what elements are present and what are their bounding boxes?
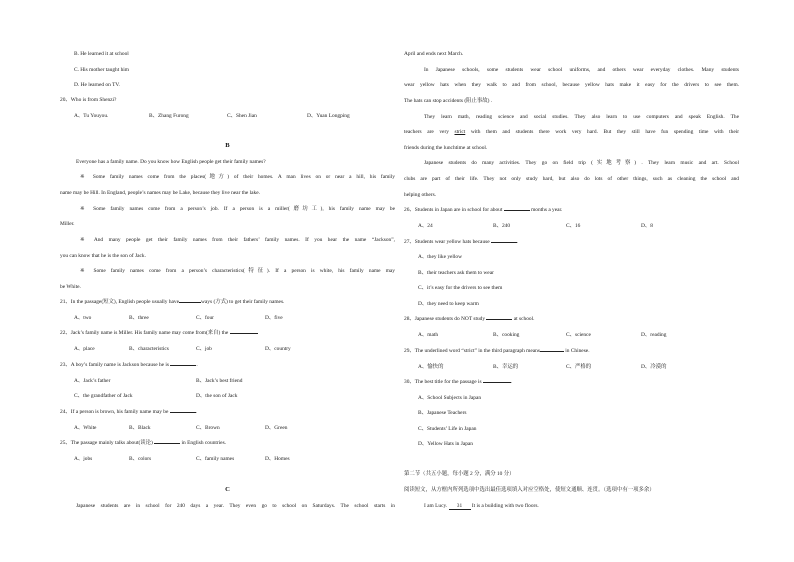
q30-option-a: A、School Subjects in Japan (418, 395, 482, 401)
q30-option-b: B、Japanese Teachers (418, 410, 467, 416)
section-c-continuation: April and ends next March. (404, 51, 464, 57)
q25-option-d: D、Homes (265, 456, 290, 462)
q20-option-a: A、Tu Youyou. (74, 113, 109, 119)
question-21-stem: 21、In the passage(短文), English people usually have ways (方式) to get their family names. (60, 299, 285, 305)
section-b-p4a: ※ Some family names come from a person’s characteristics(特征). If a person is white, his family name may (80, 268, 395, 274)
option-c: C. His mother taught him (74, 67, 129, 73)
section-b-p2b: Miller. (60, 221, 75, 227)
q23-option-c: C、the grandfather of Jack (74, 393, 133, 399)
question-27-stem: 27、Students wear yellow hats because . (404, 239, 519, 245)
q29-option-d: D、冷漠的 (641, 364, 667, 370)
q24-option-a: A、White (74, 425, 97, 431)
q30-option-c: C、Students’ Life in Japan (418, 426, 477, 432)
q21-option-b: B、three (129, 315, 149, 321)
blank-31[interactable]: 31 (449, 503, 471, 510)
passage-first-line: I am Lucy. 31 It is a building with two floors. (424, 503, 539, 509)
q28-option-a: A、math (418, 332, 439, 338)
q26-option-a: A、24 (418, 223, 433, 229)
q29-option-b: B、幸运的 (493, 364, 519, 370)
q23-option-a: A、Jack’s father (74, 378, 111, 384)
option-d: D. He learned on TV. (74, 82, 120, 88)
q25-option-c: C、family names (196, 456, 235, 462)
q20-option-c: C、Shen Jian (227, 113, 257, 119)
q21-option-d: D、five (265, 315, 283, 321)
question-20-stem: 20、Who is from Shenzi? (60, 97, 117, 103)
section-c-p1: Japanese students are in school for 240 days a year. They even go to school on Saturdays. The school starts in (76, 503, 395, 509)
para1-line3: The hats can stop accidents (阻止事故) . (404, 98, 493, 104)
question-22-stem: 22、Jack’s family name is Miller. His family name may come from(来自) the (60, 330, 258, 336)
section-b-p3b: you can know that he is the son of Jack. (60, 253, 146, 259)
q24-option-d: D、Green (265, 425, 288, 431)
section-b-p1b: name may be Hill. In England, people’s names may be Lake, because they live near the lake. (60, 190, 260, 196)
q30-option-d: D、Yellow Hats in Japan (418, 441, 474, 447)
q28-option-d: D、reading (641, 332, 667, 338)
para3-line3: helping others. (404, 192, 437, 198)
q28-option-b: B、cooking (493, 332, 520, 338)
q24-option-c: C、Brown (196, 425, 220, 431)
section-b-title: B (225, 142, 230, 149)
strict-underlined-word: strict (454, 129, 466, 135)
question-28-stem: 28、Japanese students do NOT study at school. (404, 316, 535, 322)
para3-line2: clubs are part of their life. They not only study hard, but also do lots of other things, such as cleaning the school and (404, 176, 739, 182)
q29-option-a: A、愉快的 (418, 364, 444, 370)
q27-option-d: D、they need to keep warm (418, 301, 479, 307)
q22-option-b: B、characteristics (129, 346, 169, 352)
para2-line3: friends during the lunchtime at school. (404, 145, 488, 151)
q23-option-b: B、Jack’s best friend (196, 378, 243, 384)
section-c-title: C (225, 486, 230, 493)
section-b-p3a: ※ And many people get their family names from their fathers’ family names. If you hear the name “Jackson”, (80, 237, 395, 243)
q25-option-a: A、jobs (74, 456, 93, 462)
part2-instructions: 阅读短文，从方框内所列选项中选出最佳选项填入对应空格处，使短文通顺、连贯。（选项中有一项多余） (404, 487, 655, 493)
q21-option-c: C、four (196, 315, 214, 321)
section-b-p2a: ※ Some family names come from a person’s job. If a person is a miller(磨坊工), his family name may be (80, 206, 395, 212)
question-24-stem: 24、If a person is brown, his family name may be . (60, 409, 198, 415)
q24-option-b: B、Black (129, 425, 151, 431)
question-29-stem: 29、The underlined word “strict” in the third paragraph means in Chinese. (404, 348, 590, 354)
question-26-stem: 26、Students in Japan are in school for about months a year. (404, 207, 563, 213)
q27-option-a: A、they like yellow (418, 254, 463, 260)
q20-option-b: B、Zhang Furong (149, 113, 189, 119)
part2-title: 第二节（共五小题，每小题 2 分，满分 10 分） (404, 471, 515, 477)
q26-option-d: D、8 (641, 223, 653, 229)
q25-option-b: B、colors (129, 456, 152, 462)
option-b: B. He learned it at school (74, 51, 129, 57)
para1-line1: In Japanese schools, some students wear school uniforms, and others wear everyday clothes. Many students (424, 67, 739, 73)
q27-option-c: C、it’s easy for the drivers to see them (418, 285, 503, 291)
q22-option-a: A、place (74, 346, 95, 352)
q27-option-b: B、their teachers ask them to wear (418, 270, 494, 276)
q26-option-b: B、240 (493, 223, 511, 229)
q20-option-d: D、Yuan Longping (307, 113, 350, 119)
q28-option-c: C、science (566, 332, 591, 338)
para3-line1: Japanese students do many activities. They go on field trip (实地考察) . They learn music and art. School (424, 160, 739, 166)
q22-option-c: C、job (196, 346, 212, 352)
question-30-stem: 30、The best title for the passage is . (404, 379, 513, 385)
section-b-intro: Everyone has a family name. Do you know how English people get their family names? (76, 159, 266, 165)
para1-line2: wear yellow hats when they walk to and from school, because yellow hats make it easy for the drivers to see them. (404, 82, 739, 88)
section-b-p4b: be White. (60, 284, 81, 290)
q26-option-c: C、16 (566, 223, 581, 229)
para2-line1: They learn math, reading science and social studies. They also learn to use computers and speak English. The (424, 114, 739, 120)
question-25-stem: 25、The passage mainly talks about(谈论) in English countries. (60, 440, 227, 446)
q23-option-d: D、the son of Jack (196, 393, 238, 399)
question-23-stem: 23、A boy’s family name is Jackson because he is . (60, 362, 198, 368)
section-b-p1a: ※ Some family names come from the places(地方) of their homes. A man lives on or near a hill, his family (80, 174, 395, 180)
q22-option-d: D、country (265, 346, 291, 352)
para2-line2: teachers are very strict with them and students there work very hard. But they still have fun spending time with their (404, 129, 740, 135)
q21-option-a: A、two (74, 315, 92, 321)
q29-option-c: C、严格的 (566, 364, 592, 370)
